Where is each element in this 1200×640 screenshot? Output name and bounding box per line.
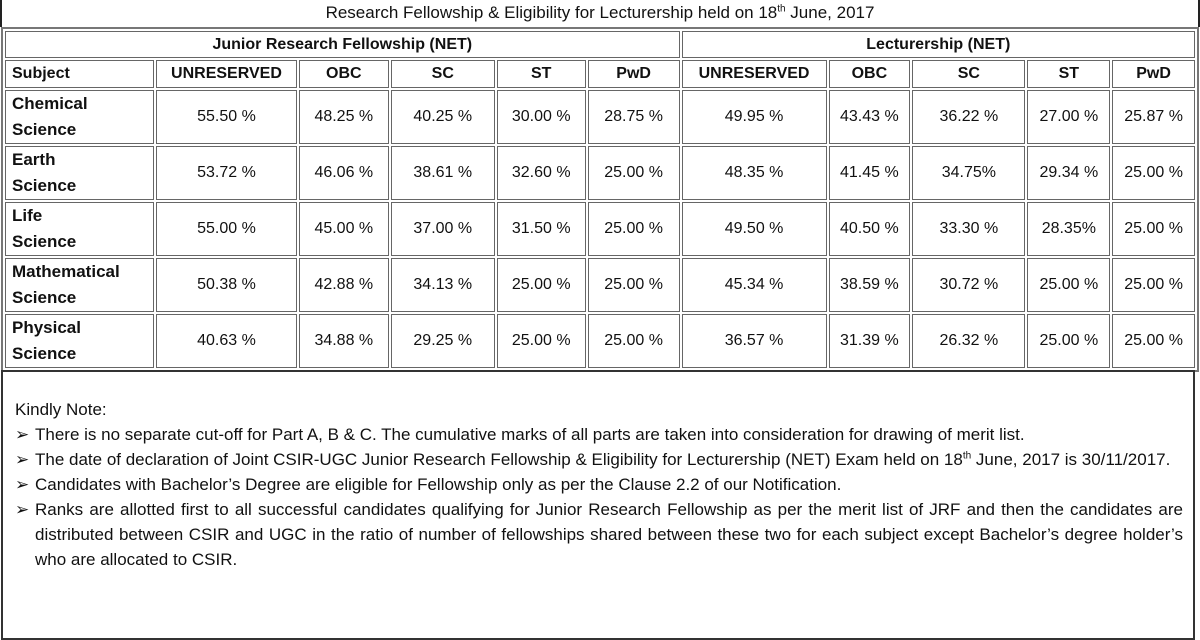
arrow-bullet-icon: ➢ [15,500,30,519]
cutoff-cell: 48.35 % [682,146,827,200]
cutoff-cell: 40.25 % [391,90,495,144]
cutoff-cell: 34.75% [912,146,1025,200]
arrow-bullet-icon: ➢ [15,475,30,494]
cutoff-cell: 25.00 % [1112,314,1195,368]
subject-line: Physical [12,318,81,337]
cutoff-cell: 46.06 % [299,146,389,200]
cutoff-cell: 40.50 % [829,202,911,256]
cutoff-cell: 34.13 % [391,258,495,312]
note-text [35,447,1183,472]
subject-line: Science [12,176,77,195]
column-header-unreserved-jrf: UNRESERVED [156,60,297,88]
cutoff-cell: 30.72 % [912,258,1025,312]
cutoff-cell: 25.00 % [1112,258,1195,312]
cutoff-cell: 53.72 % [156,146,297,200]
note-text-part: The date of declaration of Joint CSIR-UGC Junior Research Fellowship & Eligibility for Lecturership (NET) Exam held on 18 [35,450,963,469]
note-text: There is no separate cut-off for Part A, B & C. The cumulative marks of all parts are taken into consideration for drawing of merit list. [35,425,1025,444]
subject-cell [5,90,154,144]
cutoff-cell: 27.00 % [1027,90,1110,144]
column-header-obc-jrf: OBC [299,60,389,88]
cutoff-cell: 55.00 % [156,202,297,256]
cutoff-cell: 25.00 % [497,314,586,368]
cutoff-cell: 38.59 % [829,258,911,312]
cutoff-cell: 41.45 % [829,146,911,200]
subject-line: Chemical [12,94,88,113]
cutoff-cell: 31.39 % [829,314,911,368]
cutoff-cell: 25.87 % [1112,90,1195,144]
table-row [5,90,1195,144]
cutoff-cell: 25.00 % [1112,202,1195,256]
cutoff-cell: 25.00 % [588,258,680,312]
cutoff-cell: 48.25 % [299,90,389,144]
cutoff-cell: 43.43 % [829,90,911,144]
notes-box [1,370,1195,640]
subject-line: Science [12,120,77,139]
arrow-bullet-icon: ➢ [15,425,30,444]
cutoff-cell: 32.60 % [497,146,586,200]
arrow-bullet-icon: ➢ [15,450,30,469]
subject-cell [5,314,154,368]
note-item [15,472,1183,497]
subject-line: Mathematical [12,262,120,281]
cutoff-cell: 45.00 % [299,202,389,256]
subject-line: Science [12,232,77,251]
column-header-subject: Subject [5,60,154,88]
note-text: Ranks are allotted first to all successful candidates qualifying for Junior Research Fellowship as per the merit list of JRF and then the candidates are distributed between CSIR and UGC in the ratio of number of fellowships shared between these two for each subject except Bachelor’s degree holder’s who are allocated to CSIR. [35,500,1183,569]
cutoff-cell: 36.22 % [912,90,1025,144]
cutoff-cell: 25.00 % [588,146,680,200]
note-text-part: June, 2017 is 30/11/2017. [971,450,1171,469]
note-text-part: th [962,450,972,462]
cutoff-cell: 36.57 % [682,314,827,368]
note-item [15,497,1183,572]
group-header-lecturership: Lecturership (NET) [682,31,1195,58]
column-header-pwd-jrf: PwD [588,60,680,88]
cutoff-cell: 26.32 % [912,314,1025,368]
cutoff-cell: 38.61 % [391,146,495,200]
cutoff-cell: 42.88 % [299,258,389,312]
cutoff-cell: 33.30 % [912,202,1025,256]
cutoff-cell: 30.00 % [497,90,586,144]
cutoff-cell: 29.34 % [1027,146,1110,200]
table-row [5,202,1195,256]
column-header-pwd-lect: PwD [1112,60,1195,88]
column-header-sc-jrf: SC [391,60,495,88]
cutoff-cell: 31.50 % [497,202,586,256]
cutoff-cell: 25.00 % [1112,146,1195,200]
subject-line: Science [12,288,77,307]
subject-cell [5,202,154,256]
note-item [15,447,1183,472]
document-title [0,0,1200,27]
subject-line: Life [12,206,43,225]
subject-cell [5,258,154,312]
cutoff-cell: 25.00 % [588,202,680,256]
table-row [5,146,1195,200]
note-item [15,422,1183,447]
cutoff-cell: 55.50 % [156,90,297,144]
table-row [5,314,1195,368]
cutoff-cell: 25.00 % [588,314,680,368]
title-text: Research Fellowship & Eligibility for Lecturership held on 18 [325,3,778,22]
table-row [5,258,1195,312]
column-header-unreserved-lect: UNRESERVED [682,60,827,88]
column-header-obc-lect: OBC [829,60,911,88]
cutoff-cell: 40.63 % [156,314,297,368]
notes-heading: Kindly Note: [15,400,107,419]
cutoff-cell: 49.50 % [682,202,827,256]
cutoff-cell: 28.35% [1027,202,1110,256]
column-header-st-lect: ST [1027,60,1110,88]
subject-cell [5,146,154,200]
note-text: Candidates with Bachelor’s Degree are eligible for Fellowship only as per the Clause 2.2 of our Notification. [35,475,842,494]
subject-line: Science [12,344,77,363]
column-header-sc-lect: SC [912,60,1025,88]
cutoff-cell: 45.34 % [682,258,827,312]
cutoff-cell: 29.25 % [391,314,495,368]
subject-line: Earth [12,150,56,169]
group-header-jrf: Junior Research Fellowship (NET) [5,31,680,58]
cutoff-cell: 50.38 % [156,258,297,312]
cutoff-cell: 34.88 % [299,314,389,368]
cutoff-cell: 25.00 % [1027,258,1110,312]
cutoff-cell: 28.75 % [588,90,680,144]
title-sup: th [777,3,786,15]
cutoff-cell: 25.00 % [1027,314,1110,368]
cutoff-cell: 25.00 % [497,258,586,312]
cutoff-cell: 49.95 % [682,90,827,144]
title-suffix: June, 2017 [785,3,875,22]
column-header-st-jrf: ST [497,60,586,88]
cutoff-cell: 37.00 % [391,202,495,256]
cutoff-table [1,27,1199,372]
